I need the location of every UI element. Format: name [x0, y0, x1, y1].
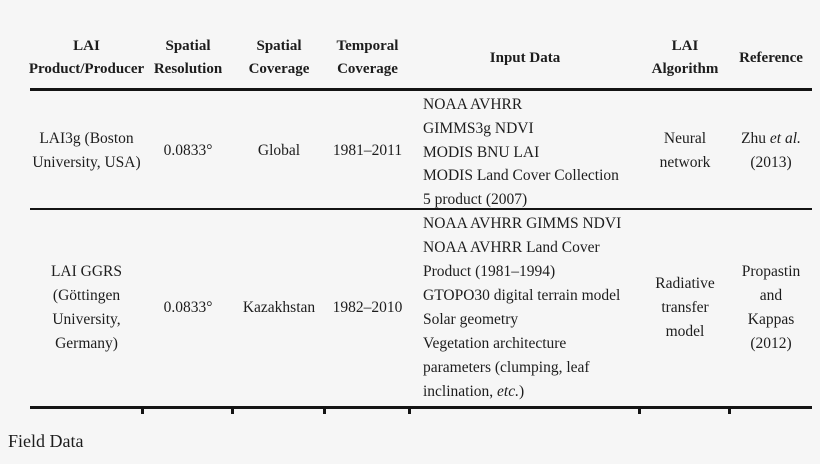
product-line: Germany) — [55, 335, 118, 352]
header-temporal-coverage — [325, 28, 410, 88]
header-lai-algorithm — [640, 28, 730, 88]
header-line: Temporal — [336, 38, 399, 54]
header-line: Algorithm — [651, 61, 719, 77]
input-data-line: GIMMS3g NDVI — [423, 119, 534, 137]
algorithm-line: model — [665, 323, 705, 340]
table-row-lai3g — [30, 91, 812, 208]
reference-line: Kappas — [747, 311, 795, 328]
cell-reference — [730, 91, 812, 212]
input-data-line: 5 product (2007) — [423, 191, 528, 209]
input-data-line: GTOPO30 digital terrain model — [423, 287, 621, 304]
input-data-line: MODIS Land Cover Collection — [423, 167, 619, 185]
cell-spatial-resolution: 0.0833° — [163, 299, 213, 316]
product-line: University, — [52, 311, 121, 328]
cell-lai-algorithm — [640, 210, 730, 406]
product-line: University, USA) — [32, 154, 141, 172]
column-border-tick — [323, 407, 326, 414]
reference-line: Propastin — [741, 263, 801, 280]
input-data-line: Vegetation architecture — [423, 335, 567, 352]
header-line: Resolution — [153, 61, 223, 77]
cell-input-data — [410, 210, 640, 406]
header-line: Coverage — [248, 61, 310, 77]
header-lai-product-producer — [30, 28, 143, 88]
column-border-tick — [141, 407, 144, 414]
input-data-line: NOAA AVHRR Land Cover — [423, 239, 600, 256]
header-spatial-resolution — [143, 28, 233, 88]
cell-spatial-resolution: 0.0833° — [163, 142, 213, 160]
header-reference — [730, 28, 812, 88]
input-data-line: parameters (clumping, leaf — [423, 359, 590, 376]
input-data-line: inclination, etc.) — [423, 383, 525, 400]
header-line: Input Data — [489, 49, 561, 66]
header-line: Spatial — [165, 38, 211, 54]
header-line: Product/Producer — [28, 61, 145, 77]
input-data-line: MODIS BNU LAI — [423, 143, 540, 161]
column-border-tick — [231, 407, 234, 414]
product-line: LAI GGRS — [50, 263, 123, 280]
bottom-rule — [30, 406, 812, 409]
reference-line: (2012) — [750, 335, 792, 352]
column-border-tick — [728, 407, 731, 414]
cell-reference — [730, 210, 812, 406]
reference-line: and — [759, 287, 783, 304]
cell-lai-algorithm — [640, 91, 730, 212]
cell-spatial-coverage: Kazakhstan — [242, 299, 316, 316]
input-data-line: NOAA AVHRR — [423, 96, 523, 113]
lai-products-table — [30, 28, 812, 409]
input-data-line: Product (1981–1994) — [423, 263, 556, 280]
reference-line: Zhu et al. — [741, 130, 801, 148]
cell-input-data — [410, 91, 640, 212]
input-data-line: NOAA AVHRR GIMMS NDVI — [423, 215, 622, 232]
cell-temporal-coverage: 1982–2010 — [332, 299, 403, 316]
header-line: LAI — [671, 38, 699, 54]
reference-line: (2013) — [750, 154, 792, 172]
header-input-data — [410, 28, 640, 88]
column-border-tick — [638, 407, 641, 414]
cell-product — [30, 210, 143, 406]
product-line: LAI3g (Boston — [39, 130, 134, 148]
algorithm-line: Radiative — [655, 275, 715, 292]
field-data-section-label: Field Data — [8, 431, 84, 451]
column-border-tick — [408, 407, 411, 414]
algorithm-line: network — [659, 154, 711, 172]
algorithm-line: Neural — [663, 130, 707, 148]
table-header-row — [30, 28, 812, 88]
input-data-line: Solar geometry — [423, 311, 519, 328]
cell-product — [30, 91, 143, 212]
header-line: Reference — [739, 49, 803, 66]
header-line: Coverage — [337, 61, 398, 77]
algorithm-line: transfer — [661, 299, 709, 316]
header-line: Spatial — [256, 38, 302, 54]
product-line: (Göttingen — [52, 287, 121, 304]
header-spatial-coverage — [233, 28, 325, 88]
header-line: LAI — [73, 38, 100, 54]
cell-temporal-coverage: 1981–2011 — [332, 142, 403, 160]
table-row-lai-ggrs — [30, 210, 812, 406]
cell-spatial-coverage: Global — [257, 142, 301, 160]
